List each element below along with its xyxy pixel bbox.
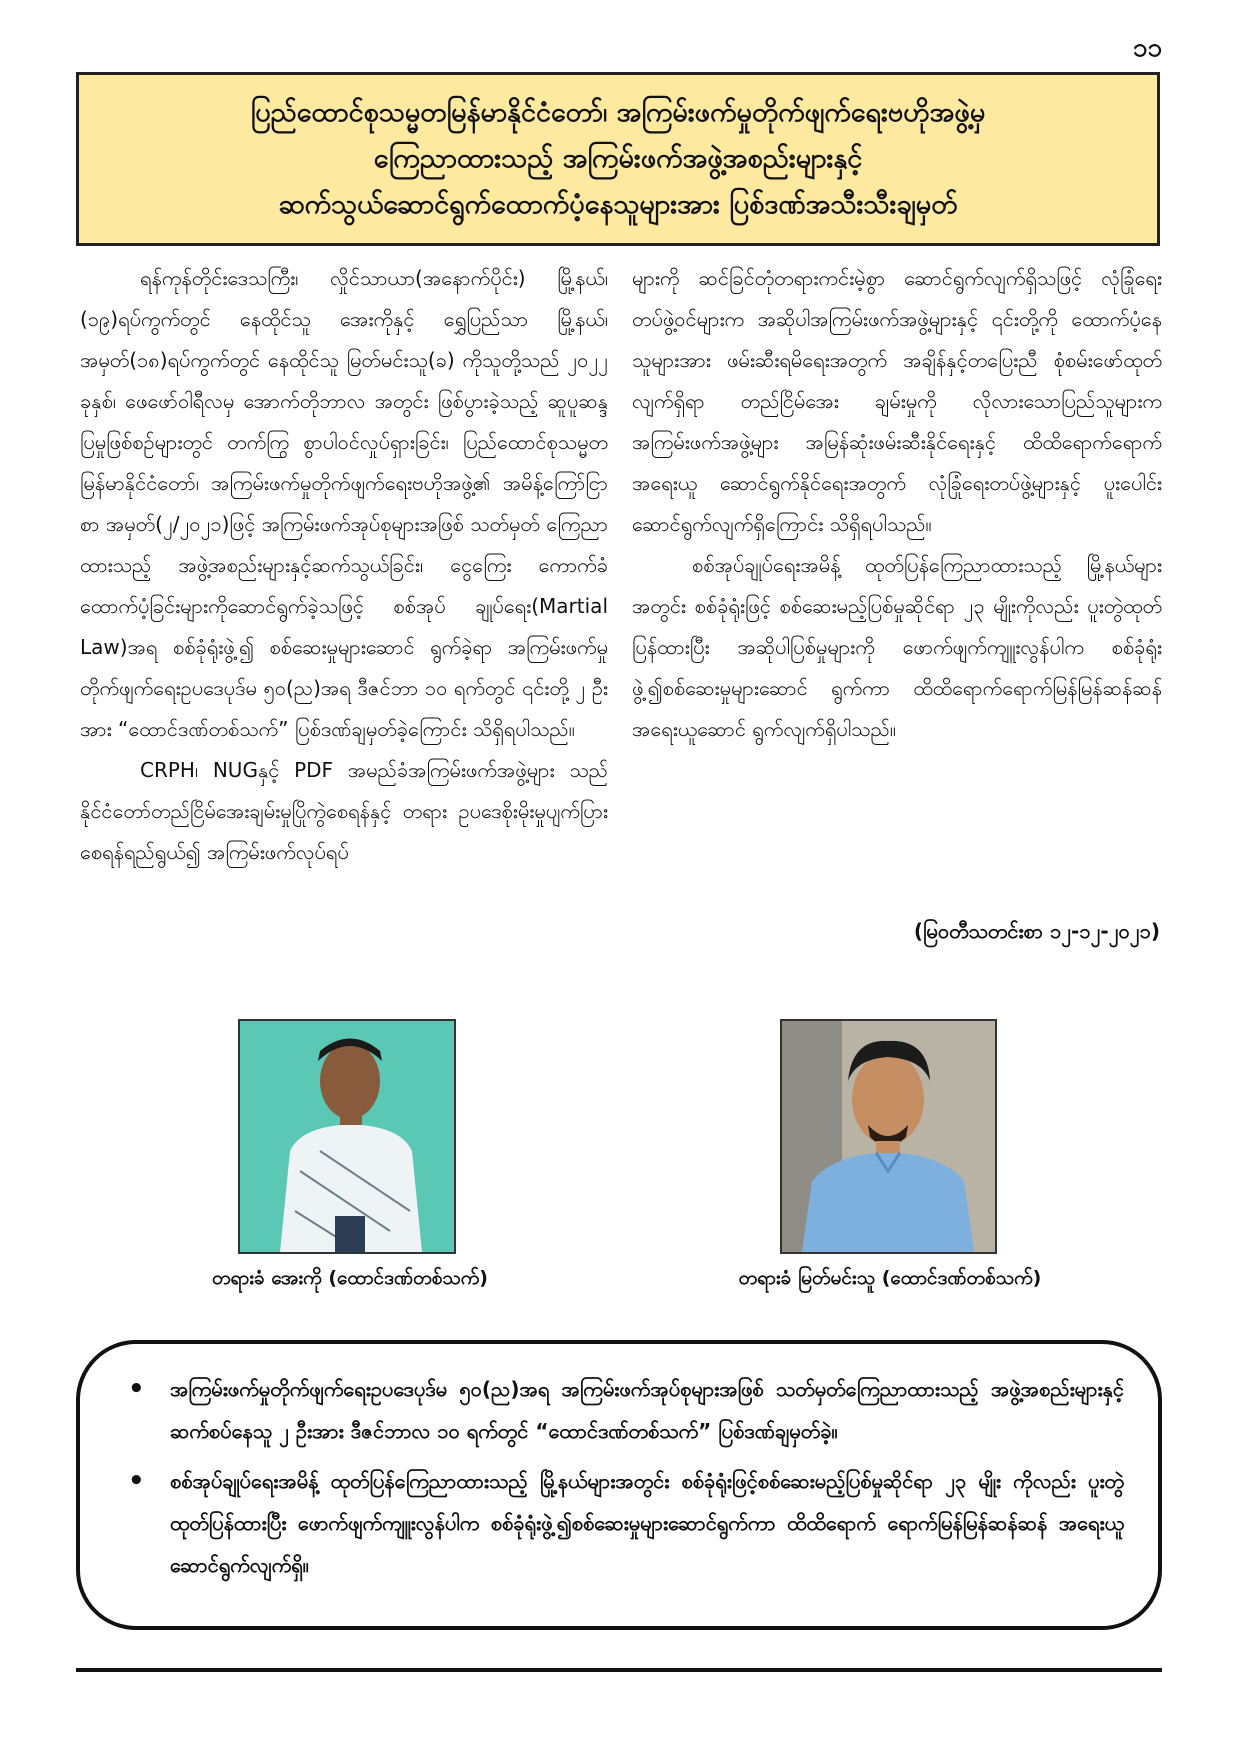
headline-line-1: ပြည်ထောင်စုသမ္မတမြန်မာနိုင်ငံတော်၊ အကြမ်းဖက်မှုတိုက်ဖျက်ရေးဗဟိုအဖွဲ့မှ	[250, 97, 986, 128]
article-paragraph: ရန်ကုန်တိုင်းဒေသကြီး၊ လှိုင်သာယာ(အနောက်ပိုင်း) မြို့နယ်၊ (၁၉)ရပ်ကွက်တွင် နေထိုင်သူ အေးကိုနှင့် ရွှေပြည်သာ မြို့နယ်၊ အမှတ်(၁၈)ရပ်ကွက်တွင် နေထိုင်သူ မြတ်မင်းသူ(ခ) ကိုသူတို့သည် ၂၀၂၂ ခုနှစ်၊ ဖေဖော်ဝါရီလမှ အောက်တိုဘာလ အတွင်း ဖြစ်ပွားခဲ့သည့် ဆူပူဆန္ဒပြမှုဖြစ်စဉ်များတွင် တက်ကြွ စွာပါဝင်လှုပ်ရှားခြင်း၊ ပြည်ထောင်စုသမ္မတမြန်မာနိုင်ငံတော်၊ အကြမ်းဖက်မှုတိုက်ဖျက်ရေးဗဟိုအဖွဲ့၏ အမိန့်ကြော်ငြာစာ အမှတ်(၂/၂၀၂၁)ဖြင့် အကြမ်းဖက်အုပ်စုများအဖြစ် သတ်မှတ် ကြေညာထားသည့် အဖွဲ့အစည်းများနှင့်ဆက်သွယ်ခြင်း၊ ငွေကြေး ကောက်ခံထောက်ပံ့ခြင်းများကိုဆောင်ရွက်ခဲ့သဖြင့် စစ်အုပ် ချုပ်ရေး(Martial Law)အရ စစ်ခုံရုံးဖွဲ့၍ စစ်ဆေးမှုများဆောင် ရွက်ခဲ့ရာ အကြမ်းဖက်မှုတိုက်ဖျက်ရေးဥပဒေပုဒ်မ ၅၀(ည)အရ ဒီဇင်ဘာ ၁၀ ရက်တွင် ၎င်းတို့ ၂ ဦးအား “ထောင်ဒဏ်တစ်သက်” ပြစ်ဒဏ်ချမှတ်ခဲ့ကြောင်း သိရှိရပါသည်။	[80, 266, 608, 741]
summary-text: အကြမ်းဖက်မှုတိုက်ဖျက်ရေးဥပဒေပုဒ်မ ၅၀(ည)အရ အကြမ်းဖက်အုပ်စုများအဖြစ် သတ်မှတ်ကြေညာထားသည့် အဖွဲ့အစည်းများနှင့် ဆက်စပ်နေသူ ၂ ဦးအား ဒီဇင်ဘာလ ၁၀ ရက်တွင် “ထောင်ဒဏ်တစ်သက်” ပြစ်ဒဏ်ချမှတ်ခဲ့။	[170, 1377, 1124, 1443]
article-column-left	[80, 258, 608, 873]
summary-item	[120, 1460, 1124, 1586]
photo-caption: တရားခံ အေးကို (ထောင်ဒဏ်တစ်သက်)	[211, 1267, 488, 1289]
headline-line-2: ကြေညာထားသည့် အကြမ်းဖက်အဖွဲ့အစည်းများနှင့်	[373, 143, 863, 174]
bullet-icon: •	[128, 1466, 145, 1496]
headline-line-3: ဆက်သွယ်ဆောင်ရွက်ထောက်ပံ့နေသူများအား ပြစ်ဒဏ်အသီးသီးချမှတ်	[278, 189, 958, 220]
article-paragraph: CRPH၊ NUGနှင့် PDF အမည်ခံအကြမ်းဖက်အဖွဲ့များ သည် နိုင်ငံတော်တည်ငြိမ်အေးချမ်းမှုပြိုကွဲစေရန်နှင့် တရား ဥပဒေစိုးမိုးမှုပျက်ပြားစေရန်ရည်ရွယ်၍ အကြမ်းဖက်လုပ်ရပ်	[80, 758, 608, 864]
article-paragraph: စစ်အုပ်ချုပ်ရေးအမိန့် ထုတ်ပြန်ကြေညာထားသည့် မြို့နယ်များအတွင်း စစ်ခုံရုံးဖြင့် စစ်ဆေးမည့်ပြစ်မှုဆိုင်ရာ ၂၃ မျိုးကိုလည်း ပူးတွဲထုတ်ပြန်ထားပြီး အဆိုပါပြစ်မှုများကို ဖောက်ဖျက်ကျူးလွန်ပါက စစ်ခုံရုံးဖွဲ့၍စစ်ဆေးမှုများဆောင် ရွက်ကာ ထိထိရောက်ရောက်မြန်မြန်ဆန်ဆန်အရေးယူဆောင် ရွက်လျက်ရှိပါသည်။	[632, 553, 1162, 741]
person-portrait-icon	[782, 1021, 995, 1252]
summary-list	[120, 1368, 1124, 1586]
article-column-right	[632, 258, 1162, 750]
photo-convict-myat-min-thu	[780, 1019, 997, 1254]
headline-box	[76, 72, 1160, 246]
summary-text: စစ်အုပ်ချုပ်ရေးအမိန့် ထုတ်ပြန်ကြေညာထားသည့် မြို့နယ်များအတွင်း စစ်ခုံရုံးဖြင့်စစ်ဆေးမည့်ပြစ်မှုဆိုင်ရာ ၂၃ မျိုး ကိုလည်း ပူးတွဲထုတ်ပြန်ထားပြီး ဖောက်ဖျက်ကျူးလွန်ပါက စစ်ခုံရုံးဖွဲ့၍စစ်ဆေးမှုများဆောင်ရွက်ကာ ထိထိရောက် ရောက်မြန်မြန်ဆန်ဆန် အရေးယူဆောင်ရွက်လျက်ရှိ။	[170, 1469, 1124, 1577]
article-paragraph: များကို ဆင်ခြင်တုံတရားကင်းမဲ့စွာ ဆောင်ရွက်လျက်ရှိသဖြင့် လုံခြုံရေးတပ်ဖွဲ့ဝင်များက အဆိုပါအကြမ်းဖက်အဖွဲ့များနှင့် ၎င်းတို့ကို ထောက်ပံ့နေသူများအား ဖမ်းဆီးရမိရေးအတွက် အချိန်နှင့်တပြေးညီ စုံစမ်းဖော်ထုတ်လျက်ရှိရာ တည်ငြိမ်အေး ချမ်းမှုကို လိုလားသောပြည်သူများက အကြမ်းဖက်အဖွဲ့များ အမြန်ဆုံးဖမ်းဆီးနိုင်ရေးနှင့် ထိထိရောက်ရောက်အရေးယူ ဆောင်ရွက်နိုင်ရေးအတွက် လုံခြုံရေးတပ်ဖွဲ့များနှင့် ပူးပေါင်း ဆောင်ရွက်လျက်ရှိကြောင်း သိရှိရပါသည်။	[632, 266, 1162, 536]
photo-convict-aye-ko	[238, 1019, 456, 1254]
bottom-divider	[76, 1668, 1162, 1672]
news-source: (မြဝတီသတင်းစာ ၁၂-၁၂-၂၀၂၁)	[913, 919, 1160, 943]
summary-item	[120, 1368, 1124, 1452]
page-number: ၁၁	[1132, 33, 1162, 63]
bullet-icon: •	[128, 1374, 145, 1404]
person-portrait-icon	[240, 1021, 454, 1252]
summary-box	[76, 1340, 1162, 1630]
photo-caption: တရားခံ မြတ်မင်းသူ (ထောင်ဒဏ်တစ်သက်)	[738, 1267, 1042, 1289]
